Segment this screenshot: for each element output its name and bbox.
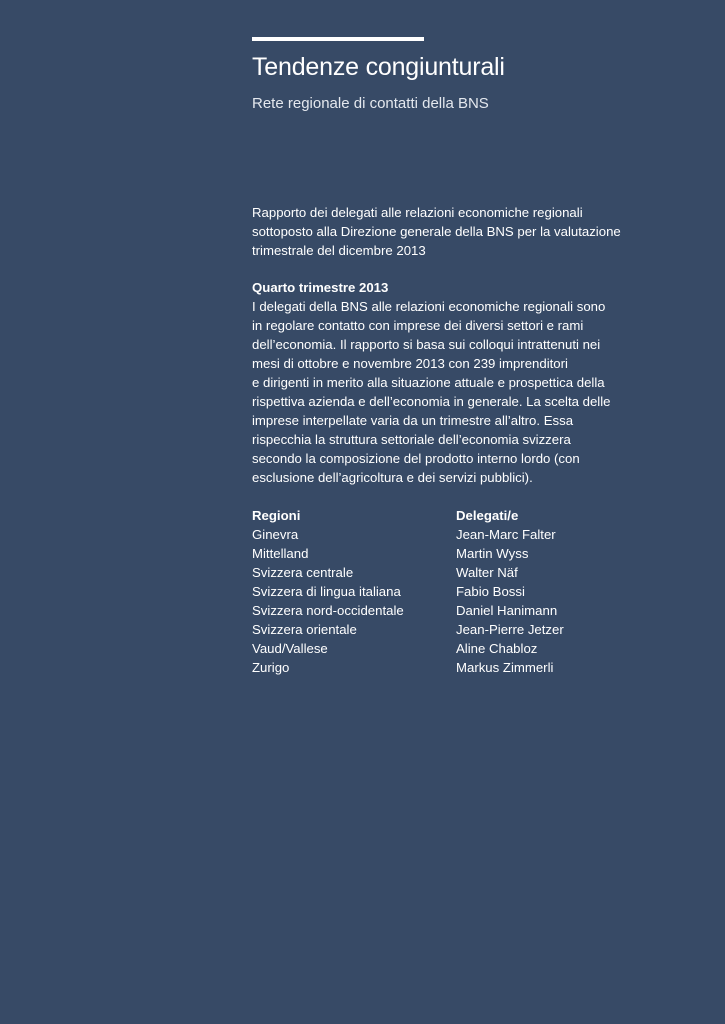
region-cell: Svizzera orientale — [252, 622, 357, 637]
section-line: secondo la composizione del prodotto interno lordo (con — [252, 451, 580, 466]
intro-paragraph — [252, 203, 672, 260]
section-line: in regolare contatto con imprese dei diversi settori e rami — [252, 318, 584, 333]
table-row — [252, 658, 672, 677]
section-line: I delegati della BNS alle relazioni economiche regionali sono — [252, 299, 606, 314]
delegate-cell: Jean-Pierre Jetzer — [456, 622, 564, 637]
table-row — [252, 525, 672, 544]
section-line: rispettiva azienda e dell’economia in generale. La scelta delle — [252, 394, 611, 409]
section-heading: Quarto trimestre 2013 — [252, 280, 389, 295]
section-line: dell’economia. Il rapporto si basa sui colloqui intrattenuti nei — [252, 337, 601, 352]
quarter-section — [252, 278, 672, 487]
region-cell: Svizzera centrale — [252, 565, 354, 580]
delegate-cell: Fabio Bossi — [456, 584, 525, 599]
delegate-cell: Jean-Marc Falter — [456, 527, 556, 542]
header-delegati: Delegati/e — [456, 508, 519, 523]
header-regioni: Regioni — [252, 508, 301, 523]
table-row — [252, 582, 672, 601]
intro-line: trimestrale del dicembre 2013 — [252, 243, 426, 258]
delegate-cell: Aline Chabloz — [456, 641, 538, 656]
intro-line: Rapporto dei delegati alle relazioni economiche regionali — [252, 205, 583, 220]
table-header-row — [252, 506, 672, 525]
region-cell: Vaud/Vallese — [252, 641, 328, 656]
delegate-cell: Martin Wyss — [456, 546, 529, 561]
page-subtitle: Rete regionale di contatti della BNS — [252, 95, 489, 112]
page-title: Tendenze congiunturali — [252, 53, 505, 81]
region-cell: Svizzera nord-occidentale — [252, 603, 404, 618]
table-row — [252, 544, 672, 563]
title-rule — [252, 37, 424, 41]
table-row — [252, 601, 672, 620]
region-cell: Zurigo — [252, 660, 290, 675]
delegates-table — [252, 506, 672, 677]
delegate-cell: Walter Näf — [456, 565, 518, 580]
section-line: rispecchia la struttura settoriale dell’economia svizzera — [252, 432, 571, 447]
section-line: mesi di ottobre e novembre 2013 con 239 imprenditori — [252, 356, 568, 371]
intro-line: sottoposto alla Direzione generale della BNS per la valutazione — [252, 224, 621, 239]
delegate-cell: Markus Zimmerli — [456, 660, 554, 675]
region-cell: Ginevra — [252, 527, 299, 542]
region-cell: Svizzera di lingua italiana — [252, 584, 401, 599]
region-cell: Mittelland — [252, 546, 309, 561]
section-line: imprese interpellate varia da un trimestre all’altro. Essa — [252, 413, 574, 428]
table-row — [252, 639, 672, 658]
table-row — [252, 563, 672, 582]
delegate-cell: Daniel Hanimann — [456, 603, 558, 618]
section-line: esclusione dell’agricoltura e dei servizi pubblici). — [252, 470, 533, 485]
table-row — [252, 620, 672, 639]
section-line: e dirigenti in merito alla situazione attuale e prospettica della — [252, 375, 605, 390]
